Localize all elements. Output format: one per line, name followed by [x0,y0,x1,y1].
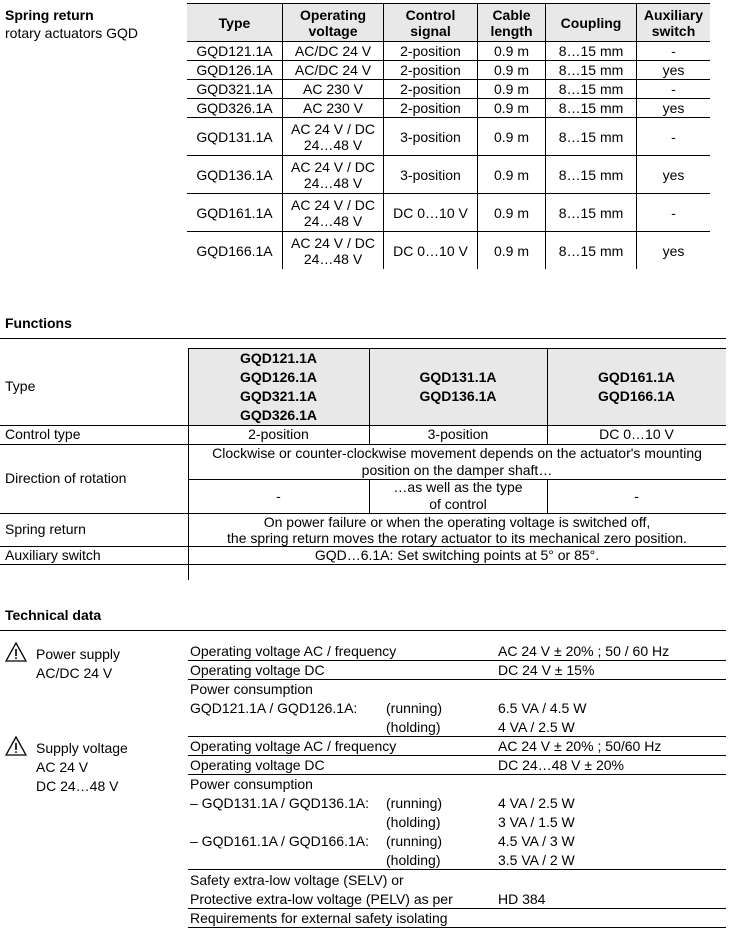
table-row [187,80,710,99]
model-name: GQD166.1A [597,387,676,404]
cell-coupling: 8…15 mm [546,232,637,270]
functions-type-label: Type [5,378,36,394]
tech-pc-label: Power consumption [190,776,313,792]
cell-type: GQD326.1A [187,99,283,118]
tech-pc-label: Power consumption [190,681,313,697]
tech-pc-value: 4 VA / 2.5 W [498,719,575,735]
spring-label: Spring return [5,521,86,537]
cell-cable-length: 0.9 m [478,99,546,118]
tech-row-value: AC 24 V ± 20% ; 50 / 60 Hz [498,643,670,659]
model-name: GQD136.1A [419,387,497,404]
tech-pc-value: 3.5 VA / 2 W [498,852,575,868]
models-header-row [187,4,710,42]
header-coupling: Coupling [546,4,637,42]
tech-row-value: DC 24 V ± 15% [498,662,595,678]
aux-label: Auxiliary switch [5,546,101,563]
tech-row-label: Operating voltage AC / frequency [190,643,397,659]
tech-row-label: Operating voltage DC [190,662,325,678]
header-operating-voltage: Operating voltage [283,4,384,42]
tech-pc-model: – GQD131.1A / GQD136.1A: [190,795,369,811]
tech-pc-value: 3 VA / 1.5 W [498,814,575,830]
direction-text: Clockwise or counter-clockwise movement depends on the actuator's mounting position on the damper shaft… [212,444,702,478]
control-type-label: Control type [5,426,81,442]
cell-cable-length: 0.9 m [478,80,546,99]
model-name: GQD126.1A [239,368,318,385]
tech-pc-mode: (holding) [386,814,441,830]
cell-coupling: 8…15 mm [546,42,637,61]
tech-row-label: Operating voltage AC / frequency [190,738,397,754]
section-title-functions: Functions [5,315,72,331]
cell-operating-voltage: AC 24 V / DC 24…48 V [283,232,384,270]
spring-text [188,513,726,546]
cell-type: GQD321.1A [187,80,283,99]
model-name: GQD121.1A [239,349,318,366]
model-name: GQD131.1A [419,368,497,385]
cell-cable-length: 0.9 m [478,194,546,232]
cell-auxiliary-switch: yes [637,99,711,118]
header-auxiliary-switch: Auxiliary switch [637,4,711,42]
cell-operating-voltage: AC 230 V [283,99,384,118]
control-type-3: DC 0…10 V [599,426,674,442]
header-cable-length: Cable length [478,4,546,42]
cell-control-signal: 3-position [384,118,478,156]
tech-pc-model: – GQD161.1A / GQD166.1A: [190,833,369,849]
tech-pc-mode: (running) [386,795,443,811]
tech-row-label: Operating voltage DC [190,757,325,773]
cell-operating-voltage: AC 24 V / DC 24…48 V [283,156,384,194]
selv-line-2: Protective extra-low voltage (PELV) as per [190,891,453,907]
functions-group-2 [369,348,547,425]
section-title-spring-return: Spring return [5,7,94,23]
table-row [187,42,710,61]
cell-control-signal: 2-position [384,42,478,61]
cell-operating-voltage: AC 24 V / DC 24…48 V [283,118,384,156]
block1-label-1: Power supply [36,646,121,662]
cell-coupling: 8…15 mm [546,99,637,118]
divider [188,927,726,928]
tech-pc-mode: (running) [386,700,443,716]
cell-auxiliary-switch: - [637,80,711,99]
functions-group-1 [188,348,369,425]
model-name: GQD161.1A [597,368,676,385]
cell-control-signal: 3-position [384,156,478,194]
cell-cable-length: 0.9 m [478,232,546,270]
cell-cable-length: 0.9 m [478,61,546,80]
cell-auxiliary-switch: yes [637,232,711,270]
tech-pc-model: GQD121.1A / GQD126.1A: [190,700,358,716]
models-table [187,3,710,269]
control-type-2: 3-position [427,426,489,442]
cell-control-signal: 2-position [384,61,478,80]
table-row [187,99,710,118]
selv-value: HD 384 [498,891,546,907]
selv-line-1: Safety extra-low voltage (SELV) or [190,872,404,888]
tech-pc-mode: (running) [386,833,443,849]
divider [369,479,370,513]
divider [0,564,726,565]
block1-label-2: AC/DC 24 V [36,665,113,681]
tech-row-value: DC 24…48 V ± 20% [498,757,624,773]
divider [188,869,726,870]
cell-auxiliary-switch: yes [637,156,711,194]
block2-label-2: AC 24 V [36,759,89,775]
direction-sub-3: - [634,487,639,504]
cell-control-signal: 2-position [384,80,478,99]
divider [0,338,726,339]
direction-label: Direction of rotation [5,470,127,486]
cell-type: GQD121.1A [187,42,283,61]
warning-icon [5,642,27,662]
spring-text-line: On power failure or when the operating voltage is switched off, [263,513,651,530]
table-row [187,232,710,270]
cell-control-signal: DC 0…10 V [384,232,478,270]
cell-type: GQD166.1A [196,242,273,259]
model-name: GQD321.1A [239,387,318,404]
cell-auxiliary-switch: - [637,118,711,156]
block2-label-1: Supply voltage [36,740,128,756]
header-type: Type [187,4,283,42]
cell-auxiliary-switch: - [637,194,711,232]
table-row [187,118,710,156]
table-row [187,61,710,80]
tech-pc-value: 6.5 VA / 4.5 W [498,700,587,716]
cell-cable-length: 0.9 m [478,156,546,194]
cell-type: GQD131.1A [187,118,283,156]
cell-type: GQD126.1A [187,61,283,80]
cell-coupling: 8…15 mm [546,80,637,99]
cell-cable-length: 0.9 m [478,118,546,156]
tech-row-value: AC 24 V ± 20% ; 50/60 Hz [498,738,662,754]
warning-icon [5,736,27,756]
header-control-signal: Control signal [384,4,478,42]
cell-auxiliary-switch: yes [637,61,711,80]
cell-operating-voltage: AC 24 V / DC 24…48 V [283,194,384,232]
table-row [187,194,710,232]
requirements-text: Requirements for external safety isolating [190,910,448,926]
block2-label-3: DC 24…48 V [36,778,119,794]
control-type-1: 2-position [248,426,309,442]
cell-control-signal: 2-position [384,99,478,118]
tech-pc-mode: (holding) [386,719,441,735]
cell-control-signal: DC 0…10 V [384,194,478,232]
section-subtitle: rotary actuators GQD [5,25,139,41]
direction-sub-2: …as well as the type of control [393,479,523,512]
section-title-technical: Technical data [5,607,102,623]
tech-pc-mode: (holding) [386,852,441,868]
divider [0,630,726,631]
cell-coupling: 8…15 mm [546,61,637,80]
cell-type: GQD136.1A [187,156,283,194]
cell-operating-voltage: AC/DC 24 V [283,42,384,61]
aux-text: GQD…6.1A: Set switching points at 5° or 85°. [314,546,600,563]
model-name: GQD326.1A [239,406,318,423]
cell-operating-voltage: AC/DC 24 V [283,61,384,80]
cell-coupling: 8…15 mm [546,156,637,194]
tech-pc-value: 4.5 VA / 3 W [498,833,575,849]
cell-auxiliary-switch: - [637,42,711,61]
cell-operating-voltage: AC 230 V [283,80,384,99]
tech-pc-value: 4 VA / 2.5 W [498,795,575,811]
table-row [187,156,710,194]
spring-text-line: the spring return moves the rotary actuator to its mechanical zero position. [227,529,687,546]
direction-sub-1: - [276,487,281,504]
cell-coupling: 8…15 mm [546,194,637,232]
cell-type: GQD161.1A [187,194,283,232]
cell-cable-length: 0.9 m [478,42,546,61]
functions-group-3 [547,348,726,425]
cell-coupling: 8…15 mm [546,118,637,156]
